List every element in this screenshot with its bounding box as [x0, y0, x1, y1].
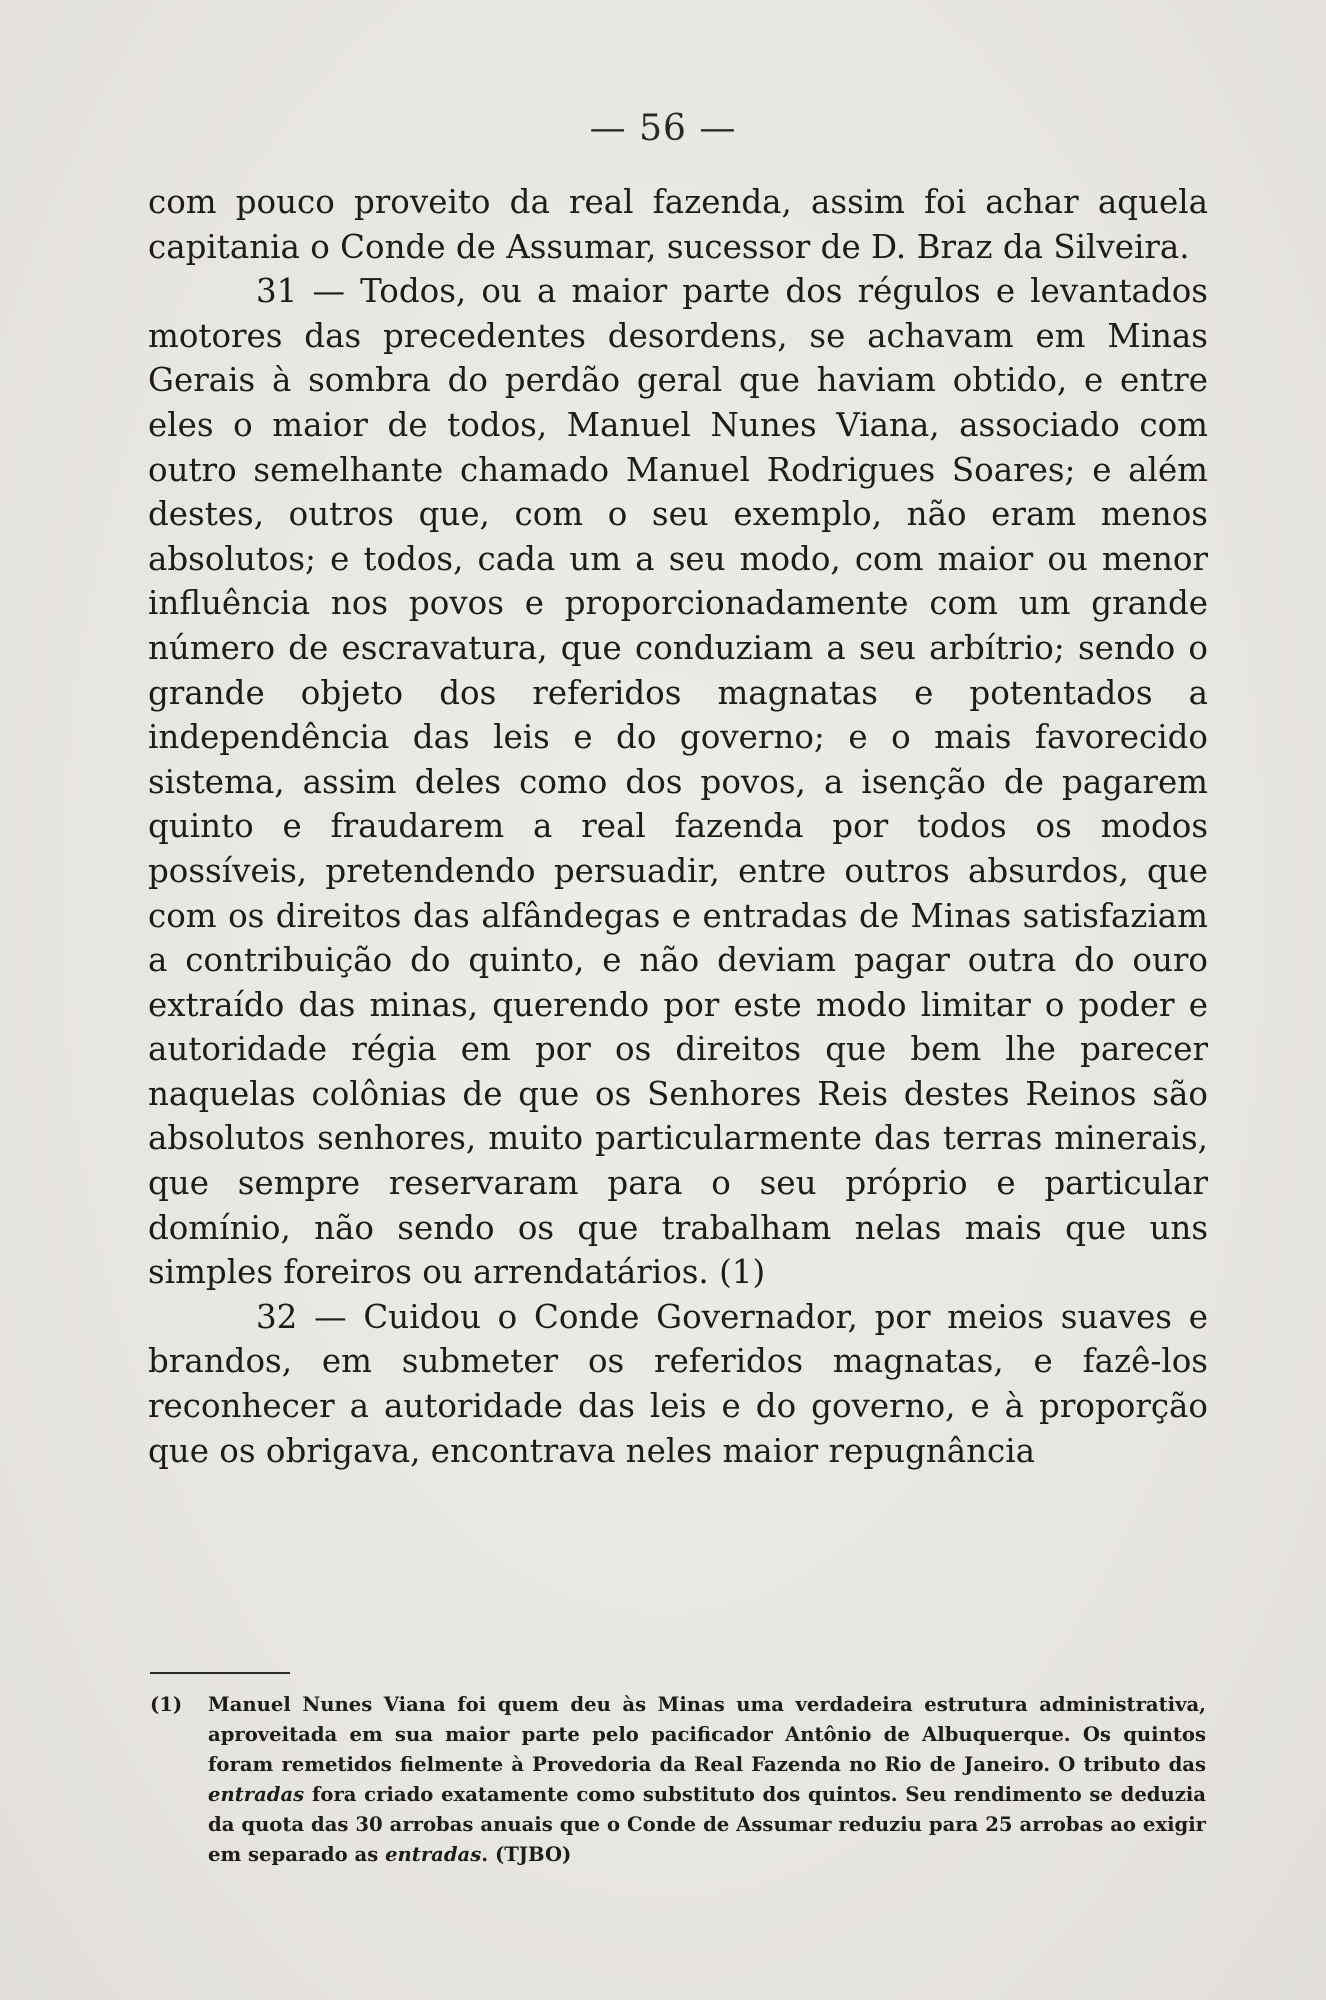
footnote-text-part: fora criado exatamente como substituto dos quintos. Seu rendimento se deduzia da quota das 30 arrobas anuais que o Conde de Assumar reduziu para 25 arrobas ao exigir em separado as	[208, 1783, 1206, 1866]
paragraph-32: 32 — Cuidou o Conde Governador, por meios suaves e brandos, em submeter os referidos magnatas, e fazê-los reconhecer a autoridade das leis e do governo, e à proporção que os obrigava, encontrava neles maior repugnância	[148, 1297, 1208, 1470]
footnote-emphasis: entradas	[208, 1783, 305, 1806]
paragraph-31: 31 — Todos, ou a maior parte dos régulos e levantados motores das precedentes desordens, se achavam em Minas Gerais à sombra do perdão geral que haviam obtido, e entre eles o maior de todos, Manuel Nunes Viana, associado com outro semelhante chamado Manuel Rodrigues Soares; e além destes, outros que, com o seu exemplo, não eram menos absolutos; e todos, cada um a seu modo, com maior ou menor influência nos povos e proporcionadamente com um grande número de escravatura, que conduziam a seu arbítrio; sendo o grande objeto dos referidos magnatas e potentados a independência das leis e do governo; e o mais favorecido sistema, assim deles como dos povos, a isenção de pagarem quinto e fraudarem a real fazenda por todos os modos possíveis, pretendendo persuadir, entre outros absurdos, que com os direitos das alfândegas e entradas de Minas satisfaziam a contribuição do quinto, e não deviam pagar outra do ouro extraído das minas, querendo por este modo limitar o poder e autoridade régia em por os direitos que bem lhe parecer naquelas colônias de que os Senhores Reis destes Reinos são absolutos senhores, muito particularmente das terras minerais, que sempre reservaram para o seu próprio e particular domínio, não sendo os que trabalham nelas mais que uns simples foreiros ou arrendatários. (1)	[148, 272, 1208, 1292]
page-number: — 56 —	[589, 108, 737, 149]
footnote-text-part: Manuel Nunes Viana foi quem deu às Minas uma verdadeira estrutura administrativa, aproveitada em sua maior parte pelo pacificador Antônio de Albuquerque. Os quintos foram remetidos fielmente à Provedoria da Real Fazenda no Rio de Janeiro. O tributo das	[208, 1693, 1206, 1776]
footnote	[150, 1690, 1206, 1870]
footnote-separator	[150, 1672, 290, 1674]
footnote-emphasis: entradas	[385, 1843, 482, 1866]
footnote-text-part: . (TJBO)	[481, 1843, 572, 1866]
footnote-text	[208, 1690, 1206, 1870]
body-text	[148, 180, 1208, 1473]
footnote-marker: (1)	[150, 1693, 183, 1716]
paragraph-continuation: com pouco proveito da real fazenda, assim foi achar aquela capitania o Conde de Assumar, sucessor de D. Braz da Silveira.	[148, 183, 1208, 266]
